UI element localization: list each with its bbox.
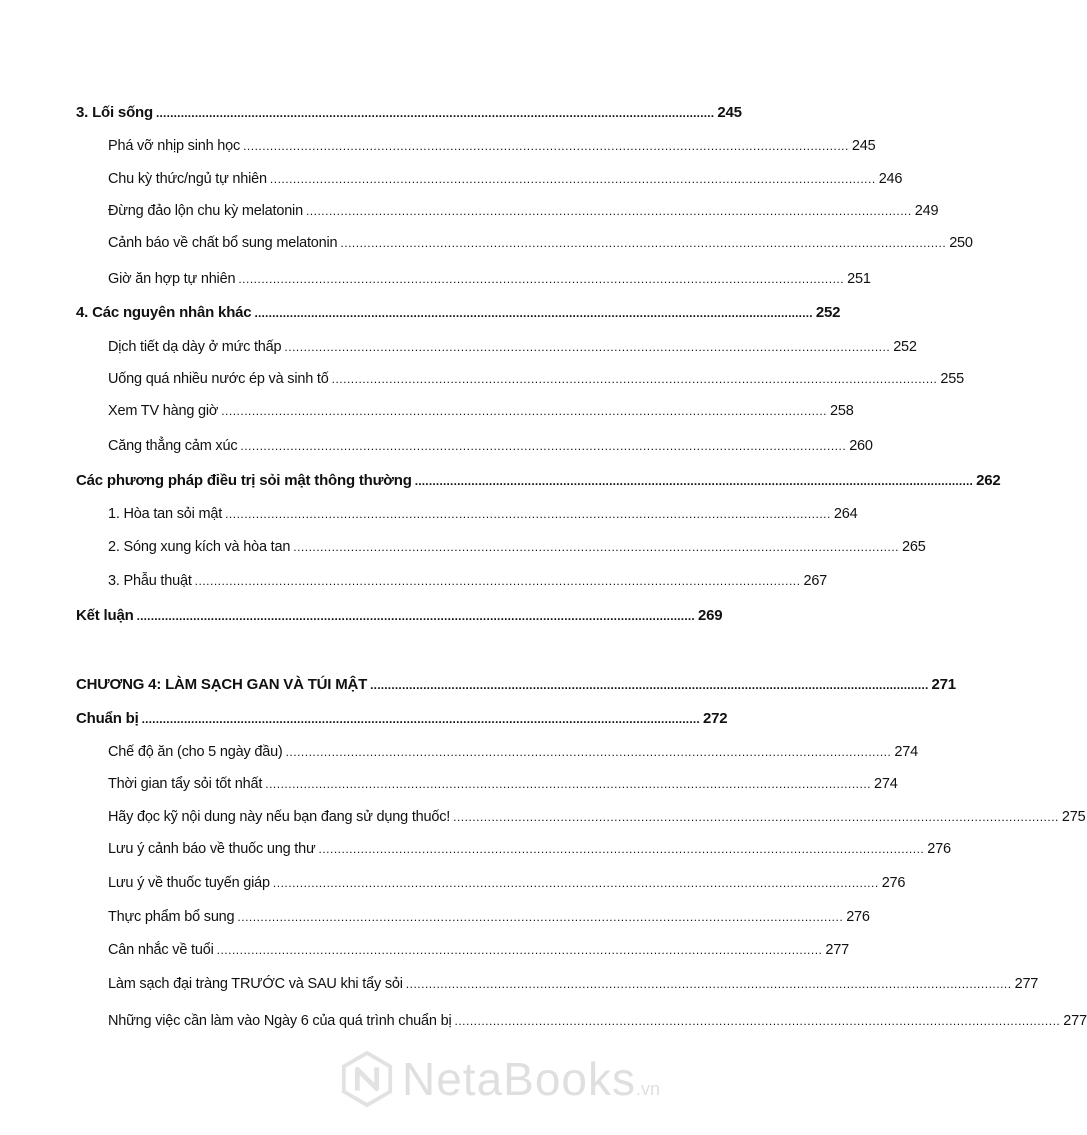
dot-leader: .............................................................................................................................................................. [405, 977, 1012, 991]
toc-entry-page: 276 [927, 841, 951, 857]
toc-entry-page: 258 [830, 403, 854, 419]
dot-leader: .............................................................................................................................................................. [272, 876, 879, 890]
toc-entry-page: 269 [697, 607, 723, 624]
toc-entry [108, 840, 951, 858]
toc-entry [108, 775, 898, 793]
toc-entry-page: 277 [825, 942, 849, 958]
dot-leader: .............................................................................................................................................................. [331, 372, 938, 386]
toc-entry-page: 274 [894, 744, 918, 760]
dot-leader: .............................................................................................................................................................. [240, 439, 847, 453]
toc-entry-page: 264 [833, 506, 858, 522]
toc-entry [108, 975, 1039, 993]
toc-entry-label: 3. Phẫu thuật [108, 573, 192, 589]
toc-entry-label: 3. Lối sống [76, 104, 153, 121]
toc-entry-label: Hãy đọc kỹ nội dung này nếu bạn đang sử dụng thuốc! [108, 809, 451, 825]
toc-entry-page: 245 [851, 138, 876, 154]
toc-entry [108, 874, 906, 892]
toc-entry [108, 505, 858, 523]
toc-entry [76, 472, 1001, 490]
toc-entry-label: Lưu ý cảnh báo về thuốc ung thư [108, 841, 316, 857]
dot-leader: .............................................................................................................................................................. [318, 842, 925, 856]
toc-entry [76, 104, 742, 122]
toc-entry-page: 252 [815, 304, 841, 321]
dot-leader: .............................................................................................................................................................. [243, 139, 849, 153]
toc-entry-page: 252 [893, 339, 917, 355]
toc-entry [108, 402, 854, 420]
toc-entry-label: Chu kỳ thức/ngủ tự nhiên [108, 171, 267, 187]
toc-entry-page: 265 [902, 539, 926, 555]
toc-entry-page: 271 [931, 676, 956, 693]
toc-entry-page: 250 [949, 235, 973, 251]
toc-entry [108, 202, 939, 220]
toc-entry [108, 572, 828, 590]
toc-entry-label: Giờ ăn hợp tự nhiên [108, 271, 236, 287]
toc-entry [108, 338, 917, 356]
toc-entry-label: 1. Hòa tan sỏi mật [108, 506, 223, 522]
dot-leader: .............................................................................................................................................................. [454, 1014, 1061, 1028]
toc-entry-page: 260 [849, 438, 873, 454]
toc-entry-page: 255 [940, 371, 964, 387]
toc-entry-page: 267 [803, 573, 828, 589]
dot-leader: .............................................................................................................................................................. [305, 204, 912, 218]
toc-entry [108, 808, 1086, 826]
toc-entry [76, 710, 728, 728]
toc-entry-label: Những việc cần làm vào Ngày 6 của quá trình chuẩn bị [108, 1013, 452, 1029]
toc-entry [108, 437, 873, 455]
toc-entry-page: 277 [1014, 976, 1039, 992]
toc-entry-label: Cân nhắc về tuổi [108, 942, 214, 958]
toc-entry-page: 276 [881, 875, 906, 891]
toc-entry-label: 4. Các nguyên nhân khác [76, 304, 252, 321]
chapter-heading [76, 676, 956, 694]
dot-leader: .............................................................................................................................................................. [225, 507, 831, 521]
toc-entry [76, 304, 841, 322]
dot-leader: .............................................................................................................................................................. [284, 340, 891, 354]
dot-leader: .............................................................................................................................................................. [155, 106, 715, 120]
toc-entry [108, 908, 870, 926]
toc-entry-label: CHƯƠNG 4: LÀM SẠCH GAN VÀ TÚI MẬT [76, 676, 368, 693]
dot-leader: .............................................................................................................................................................. [238, 272, 845, 286]
dot-leader: .............................................................................................................................................................. [216, 943, 823, 957]
toc-entry-label: 2. Sóng xung kích và hòa tan [108, 539, 291, 555]
toc-entry-label: Các phương pháp điều trị sỏi mật thông thường [76, 472, 412, 489]
toc-entry [108, 538, 926, 556]
dot-leader: .............................................................................................................................................................. [453, 810, 1059, 824]
toc-entry [108, 270, 871, 288]
toc-entry-page: 262 [976, 472, 1001, 489]
dot-leader: .............................................................................................................................................................. [237, 910, 844, 924]
toc-entry-label: Làm sạch đại tràng TRƯỚC và SAU khi tẩy sỏi [108, 976, 403, 992]
toc-entry-page: 276 [846, 909, 870, 925]
toc-entry-label: Chế độ ăn (cho 5 ngày đầu) [108, 744, 283, 760]
toc-entry-label: Đừng đảo lộn chu kỳ melatonin [108, 203, 303, 219]
dot-leader: .............................................................................................................................................................. [414, 474, 974, 488]
toc-entry-label: Phá vỡ nhịp sinh học [108, 138, 241, 154]
toc-entry [108, 743, 918, 761]
dot-leader: .............................................................................................................................................................. [194, 574, 801, 588]
toc-entry [108, 370, 964, 388]
toc-entry-page: 275 [1061, 809, 1086, 825]
watermark-brand-name: NetaBooks [402, 1053, 637, 1105]
toc-entry [108, 941, 849, 959]
dot-leader: .............................................................................................................................................................. [141, 712, 700, 726]
toc-entry [108, 1012, 1087, 1030]
toc-entry-label: Lưu ý về thuốc tuyến giáp [108, 875, 270, 891]
dot-leader: .............................................................................................................................................................. [265, 777, 872, 791]
toc-entry-label: Dịch tiết dạ dày ở mức thấp [108, 339, 282, 355]
toc-entry-page: 251 [847, 271, 871, 287]
toc-entry-page: 277 [1063, 1013, 1087, 1029]
toc-entry-page: 274 [874, 776, 898, 792]
watermark-brand-suffix: .vn [636, 1079, 661, 1099]
toc-entry [76, 607, 723, 625]
toc-entry-label: Cảnh báo về chất bổ sung melatonin [108, 235, 338, 251]
dot-leader: .............................................................................................................................................................. [293, 540, 900, 554]
toc-entry [108, 234, 973, 252]
toc-entry-label: Căng thẳng cảm xúc [108, 438, 238, 454]
dot-leader: .............................................................................................................................................................. [136, 609, 695, 623]
toc-entry [108, 137, 876, 155]
toc-entry-page: 272 [702, 710, 728, 727]
dot-leader: .............................................................................................................................................................. [269, 172, 876, 186]
toc-entry-label: Thực phẩm bổ sung [108, 909, 235, 925]
toc-entry-label: Chuẩn bị [76, 710, 139, 727]
toc-entry-label: Kết luận [76, 607, 134, 624]
toc-entry-page: 246 [878, 171, 903, 187]
dot-leader: .............................................................................................................................................................. [340, 236, 947, 250]
watermark-brand [402, 1052, 660, 1106]
netabooks-logo-icon [338, 1050, 396, 1108]
dot-leader: .............................................................................................................................................................. [285, 745, 892, 759]
toc-entry [108, 170, 903, 188]
dot-leader: .............................................................................................................................................................. [254, 306, 813, 320]
toc-entry-page: 249 [914, 203, 939, 219]
dot-leader: .............................................................................................................................................................. [370, 678, 929, 692]
toc-entry-page: 245 [717, 104, 742, 121]
netabooks-watermark [338, 1048, 678, 1110]
toc-entry-label: Uống quá nhiều nước ép và sinh tố [108, 371, 329, 387]
dot-leader: .............................................................................................................................................................. [221, 404, 827, 418]
toc-entry-label: Thời gian tẩy sỏi tốt nhất [108, 776, 263, 792]
toc-entry-label: Xem TV hàng giờ [108, 403, 219, 419]
